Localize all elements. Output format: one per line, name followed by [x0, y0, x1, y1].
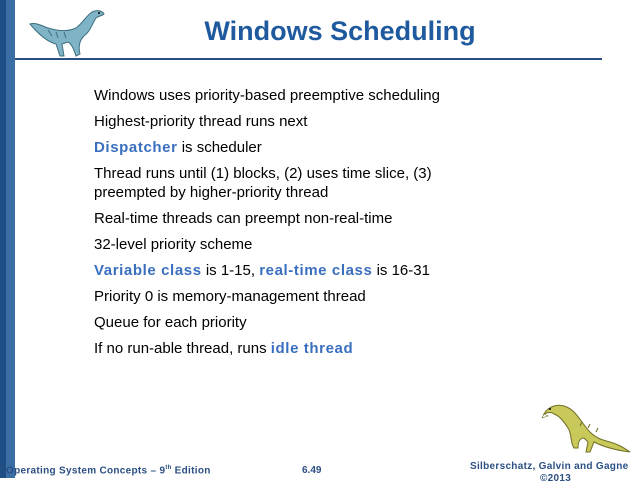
title-divider — [15, 58, 602, 60]
bullet-text: Highest-priority thread runs next — [94, 113, 308, 130]
list-item — [94, 164, 494, 202]
footer — [0, 460, 638, 484]
keyword-real-time-class: real-time class — [259, 262, 373, 279]
bullet-text: Thread runs until (1) blocks, (2) uses time slice, (3) preempted by higher-priority thread — [94, 165, 432, 201]
list-item — [94, 313, 494, 332]
bullet-text: Real-time threads can preempt non-real-time — [94, 210, 393, 227]
bullet-text: is 1-15, — [201, 262, 260, 279]
footer-authors: Silberschatz, Galvin and Gagne — [470, 461, 629, 472]
bullet-text: Windows uses priority-based preemptive scheduling — [94, 87, 440, 104]
dinosaur-icon — [22, 4, 108, 64]
list-item — [94, 112, 494, 131]
bullet-text: is 16-31 — [372, 262, 430, 279]
list-item — [94, 339, 494, 358]
footer-edition-text: Edition — [171, 465, 211, 476]
bullet-list — [94, 86, 494, 365]
list-item — [94, 235, 494, 254]
list-item — [94, 86, 494, 105]
bullet-text: If no run-able thread, runs — [94, 340, 271, 357]
list-item — [94, 287, 494, 306]
footer-book-title — [6, 465, 211, 476]
bullet-text: Queue for each priority — [94, 314, 247, 331]
list-item — [94, 138, 494, 157]
footer-book-title-text: Operating System Concepts – 9 — [6, 465, 166, 476]
bullet-text: 32-level priority scheme — [94, 236, 253, 253]
left-sidebar-edge — [0, 0, 6, 478]
list-item — [94, 209, 494, 228]
keyword-dispatcher: Dispatcher — [94, 139, 178, 156]
page-title: Windows Scheduling — [204, 16, 476, 46]
list-item — [94, 261, 494, 280]
footer-copyright: ©2013 — [540, 473, 572, 484]
bullet-text: Priority 0 is memory-management thread — [94, 288, 366, 305]
footer-edition-superscript: th — [165, 464, 172, 471]
bullet-text: is scheduler — [177, 139, 262, 156]
dinosaur-icon — [540, 382, 636, 460]
footer-page-number: 6.49 — [302, 465, 322, 476]
keyword-idle-thread: idle thread — [270, 340, 354, 357]
keyword-variable-class: Variable class — [94, 262, 202, 279]
